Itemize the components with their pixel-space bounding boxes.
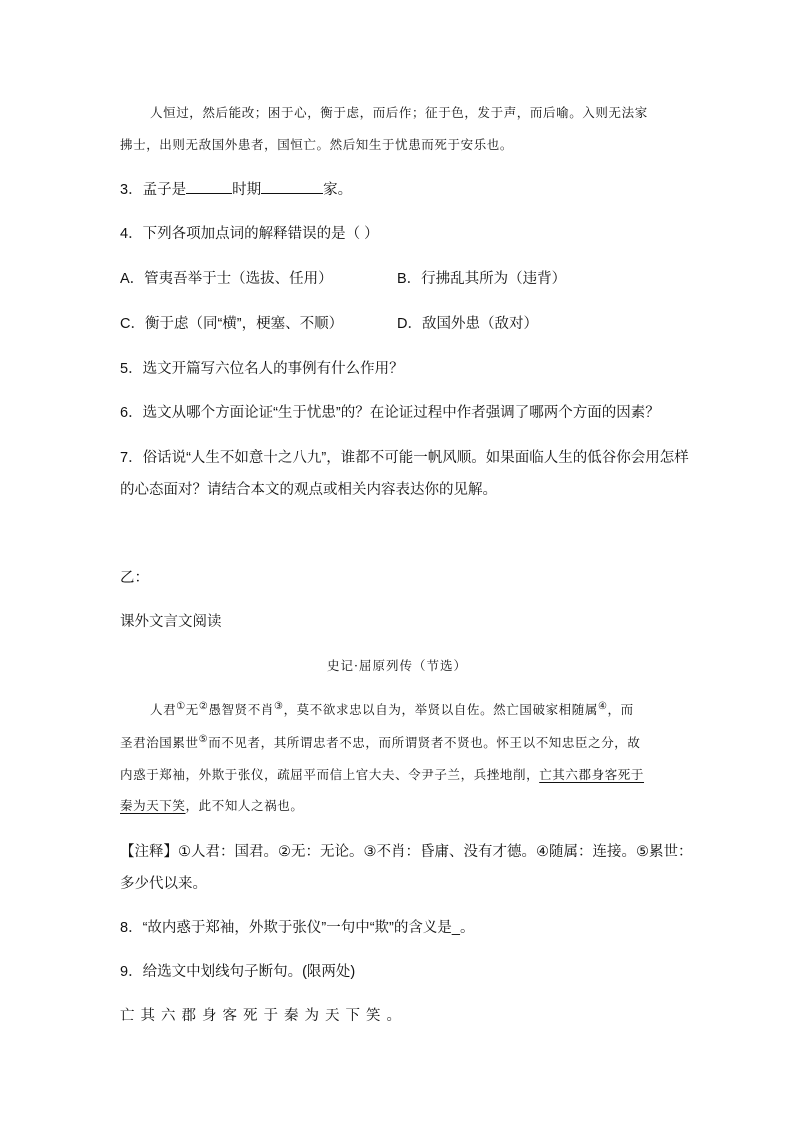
section-heading: 乙： (120, 570, 149, 586)
question-3-mid: 时期 (232, 182, 262, 198)
passage-text: ，而 (607, 702, 634, 717)
option-b: B．行拂乱其所为（违背） (397, 271, 567, 287)
note-marker: ③ (273, 700, 284, 712)
question-9: 9．给选文中划线句子断句。(限两处) (120, 964, 356, 980)
section-subheading: 课外文言文阅读 (120, 614, 222, 630)
passage-title: 史记·屈原列传（节选） (327, 658, 467, 673)
passage-line (120, 796, 303, 814)
question-4: 4．下列各项加点词的解释错误的是（ ） (120, 226, 379, 242)
note-marker: ① (176, 700, 186, 712)
notes-line: 【注释】①人君：国君。②无：无论。③不肖：昏庸、没有才德。④随属：连接。⑤累世： (120, 844, 693, 860)
question-3 (120, 178, 352, 199)
passage-text: ，莫不欲求忠以自为，举贤以自佐。然亡国破家相随属 (283, 702, 598, 717)
note-marker: ④ (597, 700, 608, 712)
question-7-line: 的心态面对？请结合本文的观点或相关内容表达你的见解。 (120, 482, 497, 498)
question-9-sentence: 亡其六郡身客死于秦为天下笑。 (120, 1008, 407, 1024)
question-3-prefix: 3．孟子是 (120, 182, 187, 198)
underlined-sentence: 秦为天下笑 (120, 798, 186, 813)
passage-text: 人君 (150, 702, 177, 717)
notes-line: 多少代以来。 (120, 876, 207, 892)
passage-text: ，此不知人之祸也。 (185, 798, 304, 813)
question-5: 5．选文开篇写六位名人的事例有什么作用？ (120, 361, 404, 377)
passage-text: 内惑于郑袖，外欺于张仪，疏屈平而信上官大夫、令尹子兰，兵挫地削， (120, 767, 540, 782)
underlined-sentence: 亡其六郡身客死于 (539, 767, 645, 782)
question-7-line: 7．俗话说“人生不如意十之八九”，谁都不可能一帆风顺。如果面临人生的低谷你会用怎样 (120, 450, 689, 466)
option-c: C．衡于虑（同“横”，梗塞、不顺） (120, 316, 344, 332)
question-3-suffix: 家。 (323, 182, 353, 198)
passage-line: 人恒过，然后能改；困于心，衡于虑，而后作；征于色，发于声，而后喻。入则无法家 (150, 105, 648, 120)
passage-text: 无 (185, 702, 199, 717)
passage-text: 圣君治国累世 (120, 735, 199, 750)
passage-line (150, 700, 634, 718)
note-marker: ⑤ (198, 733, 209, 745)
note-marker: ② (198, 700, 209, 712)
question-8: 8．“故内惑于郑袖，外欺于张仪”一句中“欺”的含义是_。 (120, 920, 475, 936)
passage-line (120, 733, 641, 751)
question-6: 6．选文从哪个方面论证“生于忧患”的？在论证过程中作者强调了哪两个方面的因素？ (120, 405, 660, 421)
passage-line: 拂士，出则无敌国外患者，国恒亡。然后知生于忧患而死于安乐也。 (120, 137, 514, 152)
passage-text: 而不见者，其所谓忠者不忠，而所谓贤者不贤也。怀王以不知忠臣之分，故 (208, 735, 641, 750)
answer-blank (261, 179, 323, 194)
passage-text: 愚智贤不肖 (208, 702, 274, 717)
answer-blank (186, 179, 232, 194)
option-d: D．敌国外患（敌对） (397, 316, 538, 332)
passage-line (120, 765, 644, 783)
option-a: A．管夷吾举于士（选拔、任用） (120, 271, 333, 287)
